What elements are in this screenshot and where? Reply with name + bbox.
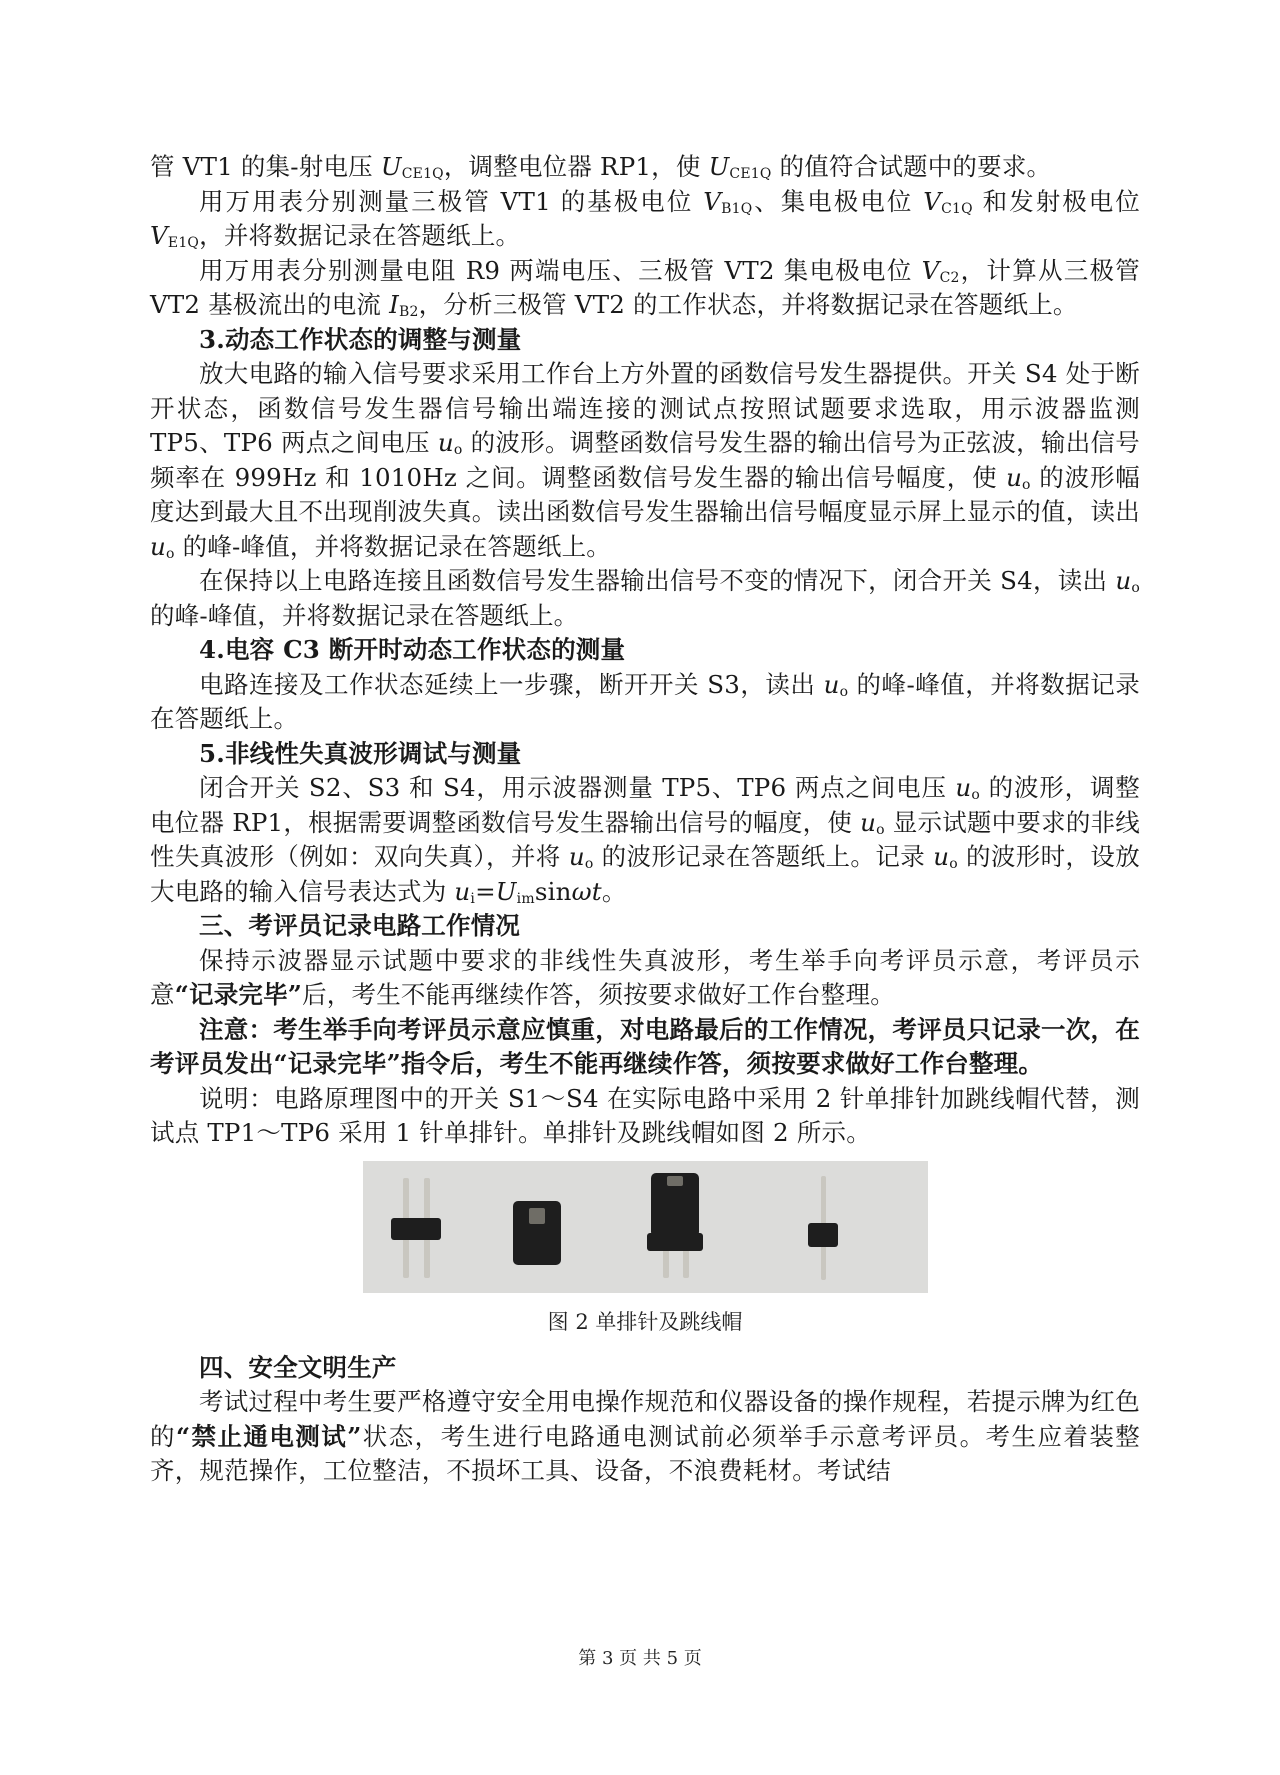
paragraph: 放大电路的输入信号要求采用工作台上方外置的函数信号发生器提供。开关 S4 处于断开状态，函数信号发生器信号输出端连接的测试点按照试题要求选取，用示波器监测 TP5、TP6 两点之间电压 $u_o$ 的波形。调整函数信号发生器的输出信号为正弦波，输出信号频率在 999Hz 和 1010Hz 之间。调整函数信号发生器的输出信号幅度，使 $u_o$ 的波形幅度达到最大且不出现削波失真。读出函数信号发生器输出信号幅度显示屏上显示的值，读出 $u_o$ 的峰-峰值，并将数据记录在答题纸上。 (150, 359, 1140, 562)
paragraph: 在保持以上电路连接且函数信号发生器输出信号不变的情况下，闭合开关 S4，读出 $u_o$ 的峰-峰值，并将数据记录在答题纸上。 (150, 566, 1140, 630)
section-heading: 4.电容 C3 断开时动态工作状态的测量 (199, 635, 626, 664)
figure-2-photo (363, 1161, 928, 1293)
section-heading: 四、安全文明生产 (199, 1352, 397, 1382)
paragraph: 说明：电路原理图中的开关 S1～S4 在实际电路中采用 2 针单排针加跳线帽代替，测试点 TP1～TP6 采用 1 针单排针。单排针及跳线帽如图 2 所示。 (150, 1083, 1140, 1147)
paragraph: 用万用表分别测量三极管 VT1 的基极电位 $V_{B1Q}$、集电极电位 $V_{C1Q}$ 和发射极电位 $V_{E1Q}$，并将数据记录在答题纸上。 (150, 186, 1141, 251)
paragraph: 考试过程中考生要严格遵守安全用电操作规范和仪器设备的操作规程，若提示牌为红色的“禁止通电测试”状态，考生进行电路通电测试前必须举手示意考评员。考生应着装整齐，规范操作，工位整洁，不损坏工具、设备，不浪费耗材。考试结 (150, 1387, 1140, 1485)
notice-paragraph: 注意：考生举手向考评员示意应慎重，对电路最后的工作情况，考评员只记录一次，在考评员发出“记录完毕”指令后，考生不能再继续作答，须按要求做好工作台整理。 (150, 1014, 1140, 1078)
section-heading: 三、考评员记录电路工作情况 (199, 911, 521, 940)
section-heading: 5.非线性失真波形调试与测量 (199, 738, 522, 768)
document-page (150, 150, 1140, 1489)
paragraph: 用万用表分别测量电阻 R9 两端电压、三极管 VT2 集电极电位 $V_{C2}$，计算从三极管 VT2 基极流出的电流 $I_{B2}$，分析三极管 VT2 的工作状态，并将数据记录在答题纸上。 (150, 255, 1140, 320)
paragraph: 保持示波器显示试题中要求的非线性失真波形，考生举手向考评员示意，考评员示意“记录完毕”后，考生不能再继续作答，须按要求做好工作台整理。 (150, 945, 1140, 1009)
jumper-cap-icon (513, 1201, 561, 1265)
section-heading: 3.动态工作状态的调整与测量 (199, 324, 522, 354)
paragraph: 电路连接及工作状态延续上一步骤，断开开关 S3，读出 $u_o$ 的峰-峰值，并将数据记录在答题纸上。 (150, 669, 1140, 733)
paragraph: 管 VT1 的集-射电压 $U_{CE1Q}$，调整电位器 RP1，使 $U_{CE1Q}$ 的值符合试题中的要求。 (150, 152, 1052, 182)
pin-header-photo (363, 1161, 928, 1293)
figure-caption: 图 2 单排针及跳线帽 (547, 1309, 743, 1334)
paragraph: 闭合开关 S2、S3 和 S4，用示波器测量 TP5、TP6 两点之间电压 $u_o$ 的波形，调整电位器 RP1，根据需要调整函数信号发生器输出信号的幅度，使 $u_o$ 显示试题中要求的非线性失真波形（例如：双向失真），并将 $u_o$ 的波形记录在答题纸上。记录 $u_o$ 的波形时，设放大电路的输入信号表达式为 $u_i=U_{im}\sin\omega t$。 (150, 773, 1141, 907)
page-footer: 第 3 页 共 5 页 (578, 1648, 702, 1669)
